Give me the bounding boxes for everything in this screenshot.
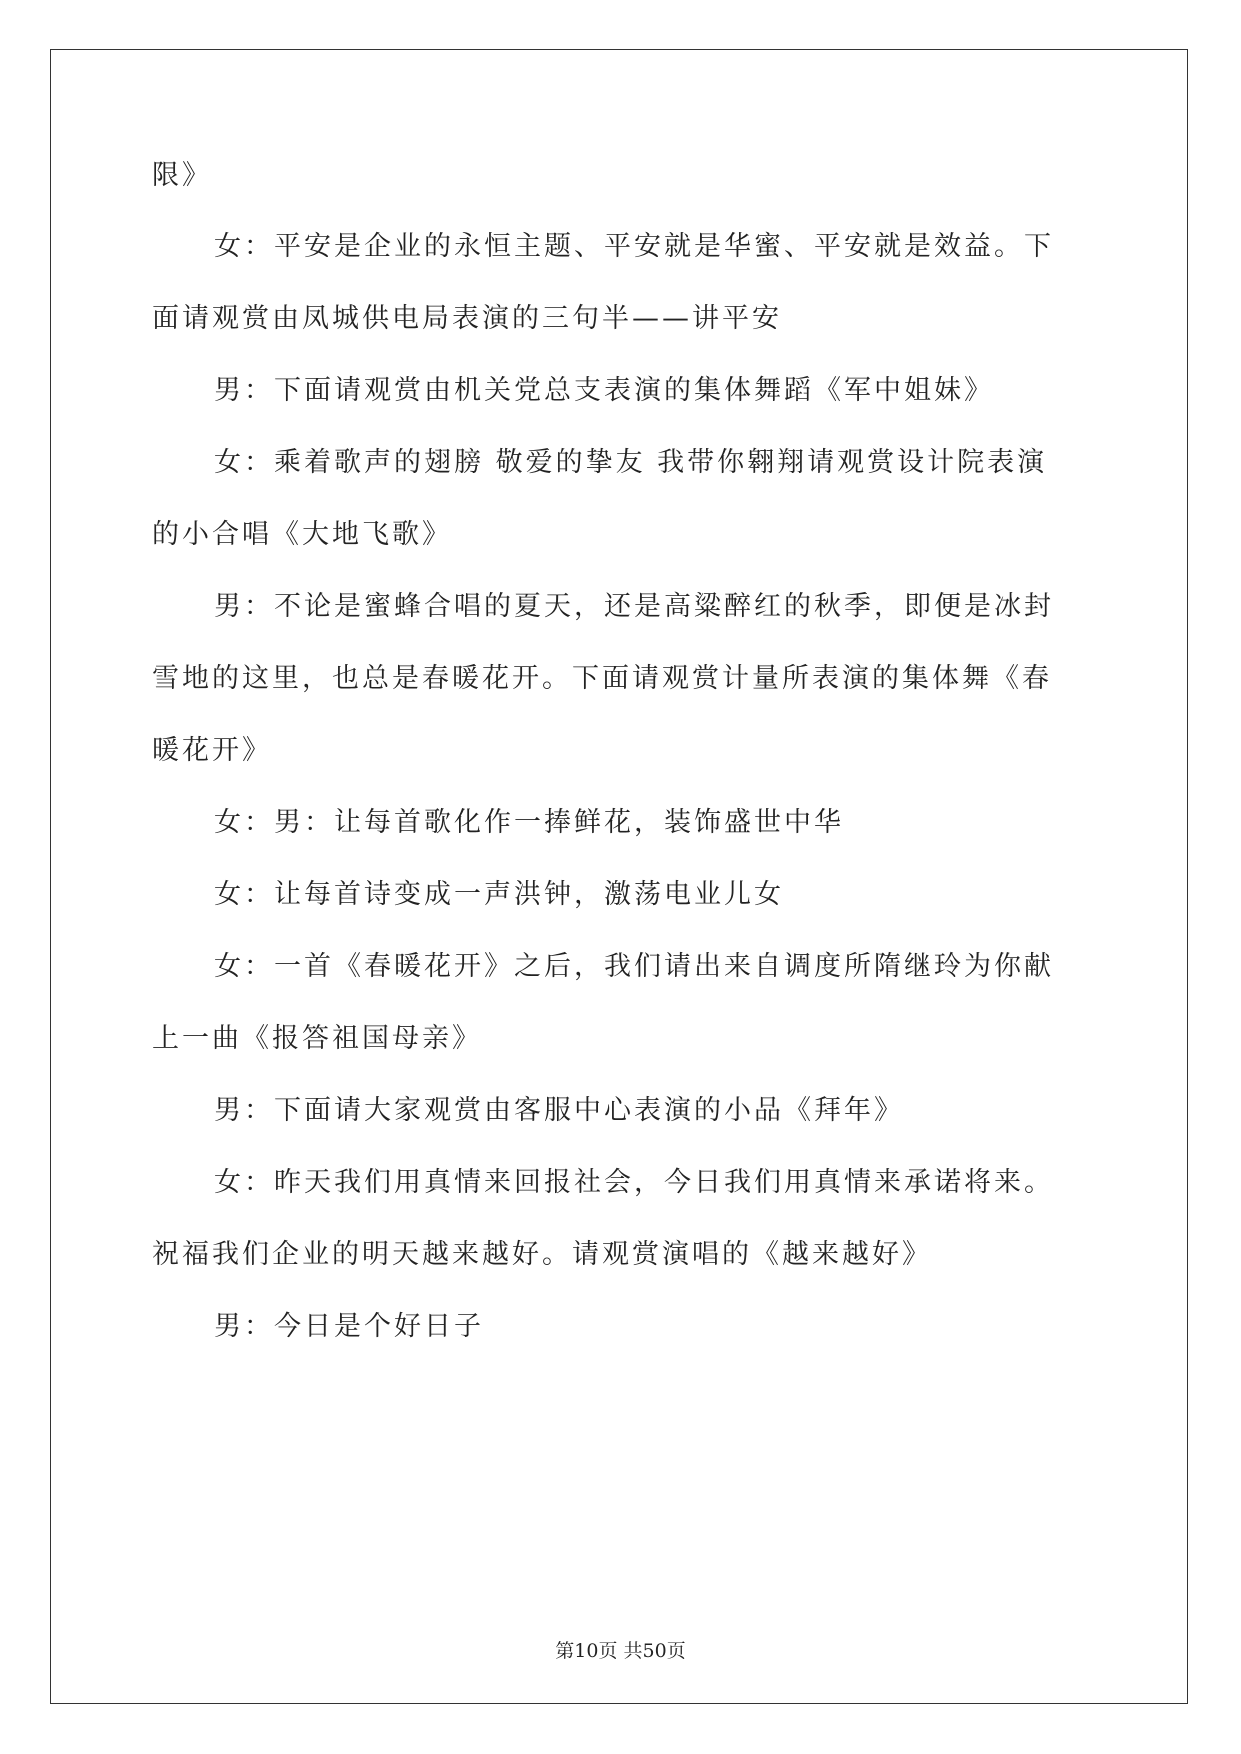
- text-line: 上一曲《报答祖国母亲》: [152, 1023, 482, 1054]
- text-line: 女：男：让每首歌化作一捧鲜花，装饰盛世中华: [214, 807, 844, 838]
- text-line: 男：下面请大家观赏由客服中心表演的小品《拜年》: [214, 1095, 904, 1126]
- text-line: 女：平安是企业的永恒主题、平安就是华蜜、平安就是效益。下: [214, 231, 1054, 262]
- text-line: 女：昨天我们用真情来回报社会，今日我们用真情来承诺将来。: [214, 1167, 1054, 1198]
- text-line: 限》: [152, 160, 212, 191]
- page-border: [50, 49, 1188, 1704]
- page-number-footer: 第10页 共50页: [555, 1640, 686, 1662]
- text-line: 雪地的这里，也总是春暖花开。下面请观赏计量所表演的集体舞《春: [152, 663, 1052, 694]
- text-line: 男：下面请观赏由机关党总支表演的集体舞蹈《军中姐妹》: [214, 375, 994, 406]
- text-line: 女：让每首诗变成一声洪钟，激荡电业儿女: [214, 879, 784, 910]
- text-line: 面请观赏由凤城供电局表演的三句半——讲平安: [152, 303, 782, 334]
- text-line: 男：今日是个好日子: [214, 1311, 484, 1342]
- text-line: 男：不论是蜜蜂合唱的夏天，还是高粱醉红的秋季，即便是冰封: [214, 591, 1054, 622]
- text-line: 祝福我们企业的明天越来越好。请观赏演唱的《越来越好》: [152, 1239, 932, 1270]
- text-line: 的小合唱《大地飞歌》: [152, 519, 452, 550]
- text-line: 暖花开》: [152, 735, 272, 766]
- text-line: 女：乘着歌声的翅膀 敬爱的挚友 我带你翱翔请观赏设计院表演: [214, 447, 1048, 478]
- text-line: 女：一首《春暖花开》之后，我们请出来自调度所隋继玲为你献: [214, 951, 1054, 982]
